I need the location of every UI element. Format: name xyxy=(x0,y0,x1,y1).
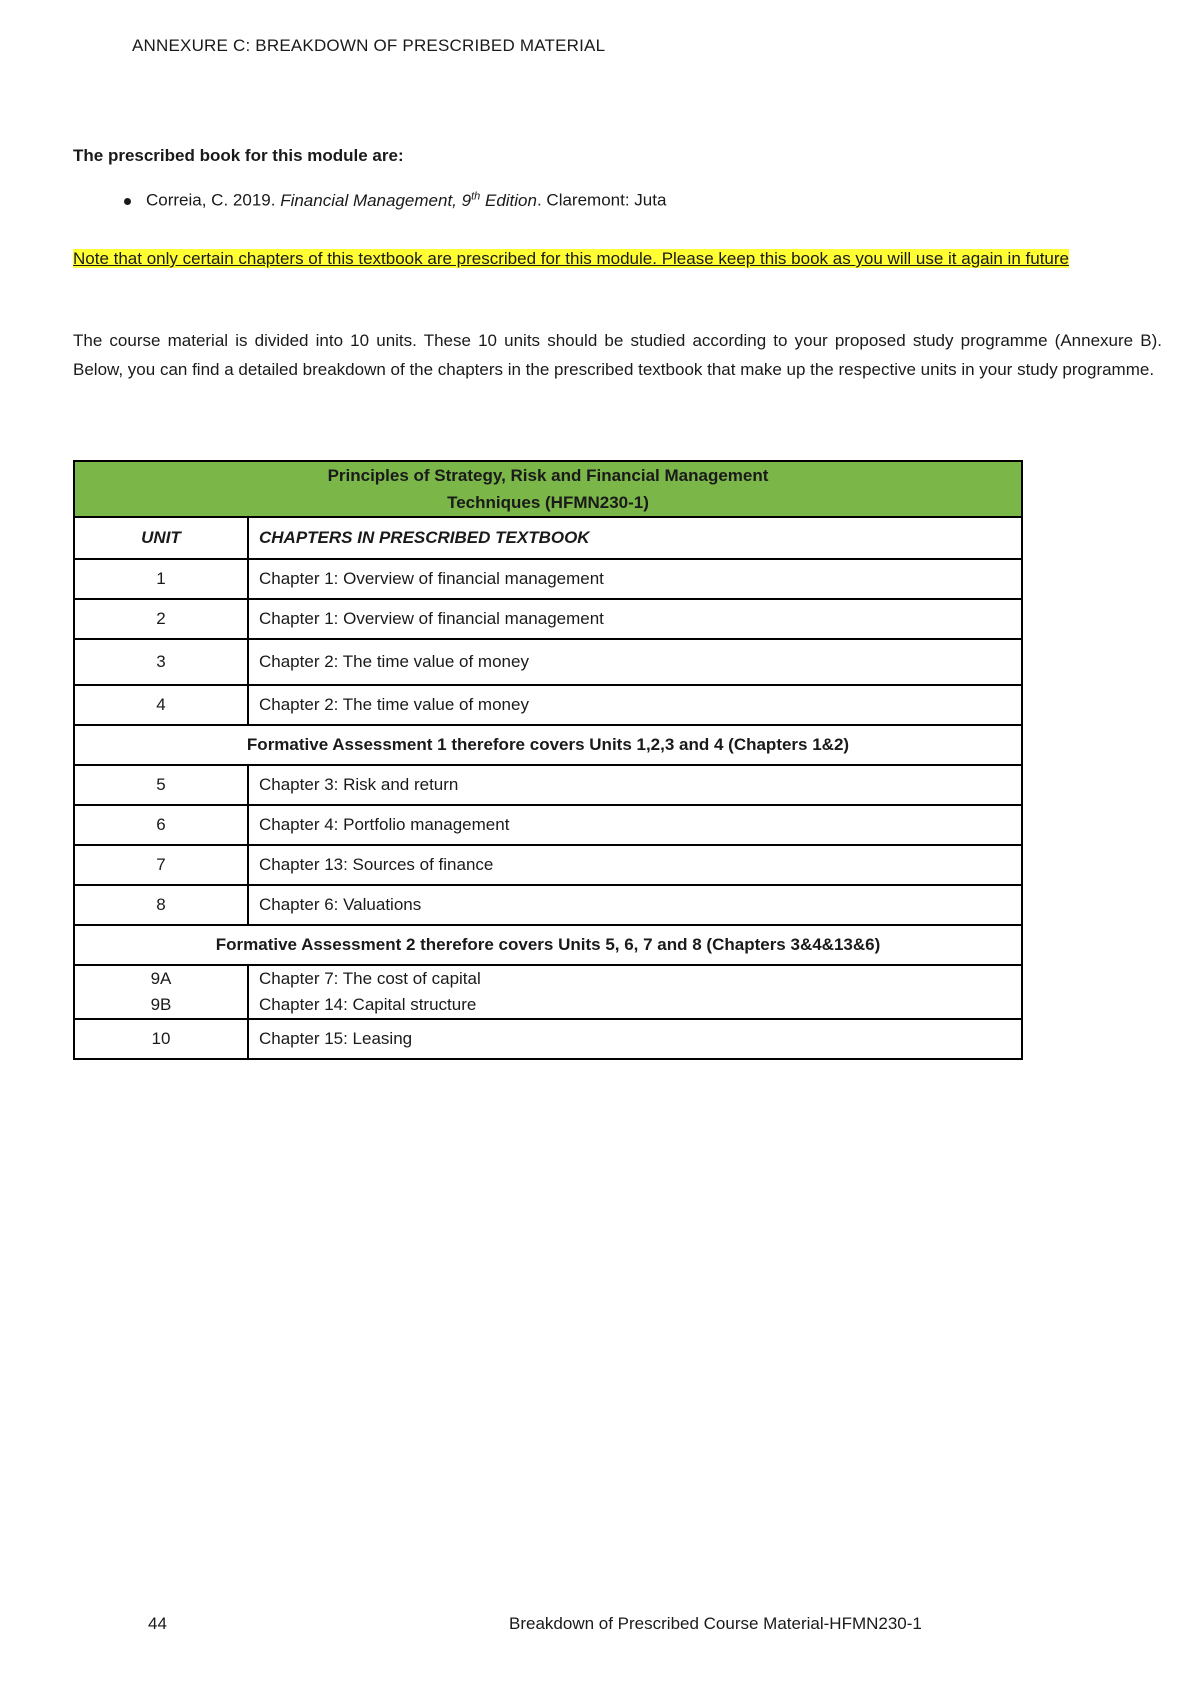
unit-cell: 5 xyxy=(74,765,248,805)
book-title-main: Financial Management, 9 xyxy=(280,190,472,210)
table-row xyxy=(74,885,1022,925)
table-title xyxy=(74,461,1022,517)
chapter-9a: Chapter 7: The cost of capital xyxy=(259,969,481,988)
table-row xyxy=(74,1019,1022,1059)
highlighted-note xyxy=(73,246,1157,272)
book-title-sup: th xyxy=(471,190,481,202)
unit-9a: 9A xyxy=(150,969,172,988)
unit-cell: 2 xyxy=(74,599,248,639)
unit-cell xyxy=(74,965,248,1019)
units-table xyxy=(73,460,1023,1060)
chapter-cell: Chapter 15: Leasing xyxy=(248,1019,1022,1059)
table-row xyxy=(74,805,1022,845)
table-title-row xyxy=(74,461,1022,517)
assessment-1-summary: Formative Assessment 1 therefore covers Units 1,2,3 and 4 (Chapters 1&2) xyxy=(74,725,1022,765)
intro-heading: The prescribed book for this module are: xyxy=(73,146,404,165)
book-publisher: . Claremont: Juta xyxy=(536,190,667,210)
unit-9b: 9B xyxy=(150,995,172,1014)
table-title-line2: Techniques (HFMN230-1) xyxy=(447,493,649,512)
table-title-line1: Principles of Strategy, Risk and Financial Management xyxy=(327,466,769,485)
note-text: Note that only certain chapters of this textbook are prescribed for this module. Please keep this book as you will use it again in future xyxy=(73,249,1069,268)
unit-cell: 10 xyxy=(74,1019,248,1059)
table-row xyxy=(74,685,1022,725)
book-author: Correia, C. 2019. xyxy=(146,190,276,210)
list-item xyxy=(100,190,666,211)
chapter-cell: Chapter 3: Risk and return xyxy=(248,765,1022,805)
unit-cell: 4 xyxy=(74,685,248,725)
chapter-cell xyxy=(248,965,1022,1019)
table-row xyxy=(74,639,1022,685)
chapter-cell: Chapter 6: Valuations xyxy=(248,885,1022,925)
table-row xyxy=(74,765,1022,805)
chapter-cell: Chapter 1: Overview of financial management xyxy=(248,599,1022,639)
chapter-cell: Chapter 13: Sources of finance xyxy=(248,845,1022,885)
unit-cell: 3 xyxy=(74,639,248,685)
chapter-cell: Chapter 2: The time value of money xyxy=(248,639,1022,685)
unit-cell: 1 xyxy=(74,559,248,599)
chapter-cell: Chapter 1: Overview of financial management xyxy=(248,559,1022,599)
table-row xyxy=(74,845,1022,885)
table-header-row xyxy=(74,517,1022,559)
chapter-cell: Chapter 4: Portfolio management xyxy=(248,805,1022,845)
unit-cell: 7 xyxy=(74,845,248,885)
table-summary-row xyxy=(74,725,1022,765)
chapter-9b: Chapter 14: Capital structure xyxy=(259,995,477,1014)
assessment-2-summary: Formative Assessment 2 therefore covers Units 5, 6, 7 and 8 (Chapters 3&4&13&6) xyxy=(74,925,1022,965)
table-row xyxy=(74,599,1022,639)
table-summary-row xyxy=(74,925,1022,965)
chapter-cell: Chapter 2: The time value of money xyxy=(248,685,1022,725)
column-header-unit: UNIT xyxy=(74,517,248,559)
footer-title: Breakdown of Prescribed Course Material-HFMN230-1 xyxy=(509,1614,922,1633)
book-title xyxy=(280,191,537,210)
table-row xyxy=(74,559,1022,599)
book-title-rest: Edition xyxy=(480,190,537,210)
page-header: ANNEXURE C: BREAKDOWN OF PRESCRIBED MATERIAL xyxy=(132,36,606,55)
footer-page-number: 44 xyxy=(148,1614,167,1633)
prescribed-book-list xyxy=(100,190,666,211)
unit-cell: 6 xyxy=(74,805,248,845)
course-material-paragraph: The course material is divided into 10 units. These 10 units should be studied according to your proposed study programme (Annexure B). Below, you can find a detailed breakdown of the chapters in the prescribed textbook that make up the respective units in your study programme. xyxy=(73,331,1162,379)
unit-cell: 8 xyxy=(74,885,248,925)
table-row xyxy=(74,965,1022,1019)
column-header-chapters: CHAPTERS IN PRESCRIBED TEXTBOOK xyxy=(248,517,1022,559)
